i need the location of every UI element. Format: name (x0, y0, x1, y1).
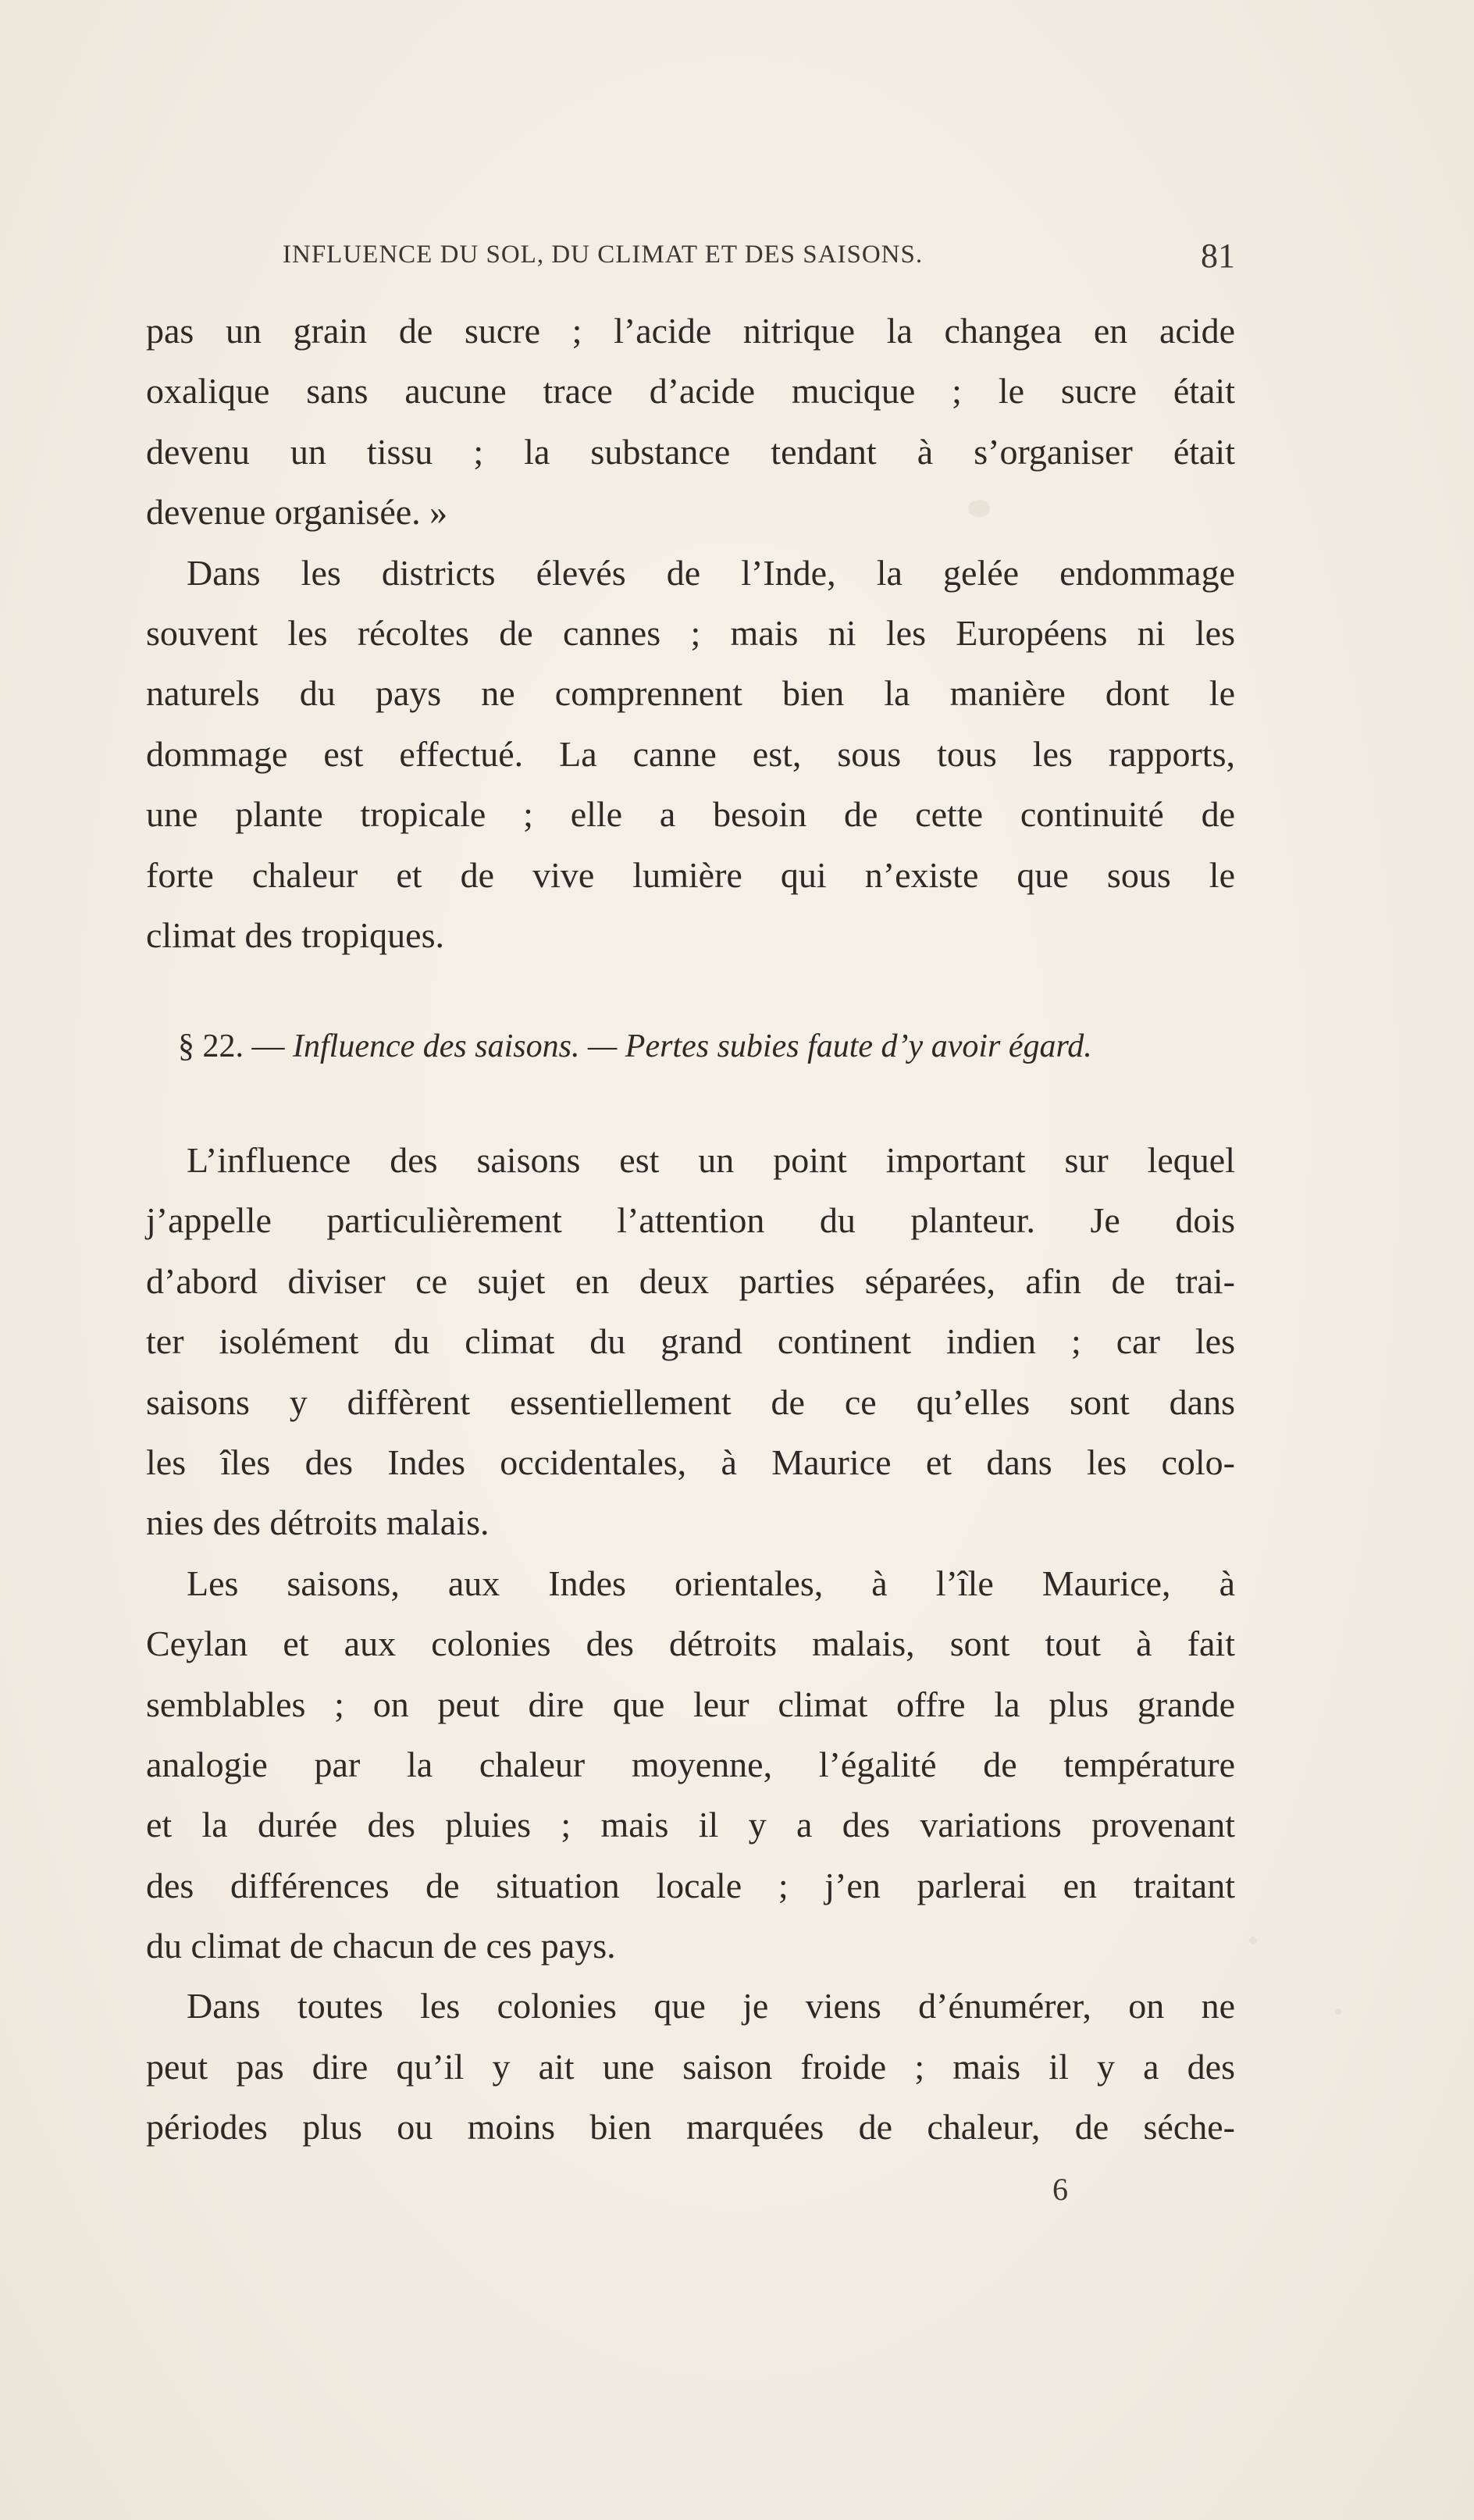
text-line: Dans toutes les colonies que je viens d’énumérer, on ne (187, 1986, 1235, 2026)
text-block-upper (146, 301, 1235, 965)
text-line: oxalique sans aucune trace d’acide mucique ; le sucre était (146, 371, 1235, 412)
paragraph (146, 1130, 1235, 1553)
text-line: dommage est effectué. La canne est, sous tous les rapports, (146, 733, 1235, 774)
text-line: une plante tropicale ; elle a besoin de cette continuité de (146, 794, 1235, 835)
text-line: naturels du pays ne comprennent bien la manière dont le (146, 673, 1235, 714)
text-block-lower (146, 1130, 1235, 2158)
section-heading (178, 1023, 1240, 1070)
text-line: Ceylan et aux colonies des détroits malais, sont tout à fait (146, 1624, 1235, 1664)
text-line: devenu un tissu ; la substance tendant à s’organiser était (146, 431, 1235, 472)
text-line: les îles des Indes occidentales, à Maurice et dans les colo- (146, 1442, 1235, 1482)
text-line: peut pas dire qu’il y ait une saison froide ; mais il y a des (146, 2046, 1235, 2087)
paragraph (146, 301, 1235, 543)
text-line: des différences de situation locale ; j’en parlerai en traitant (146, 1865, 1235, 1905)
text-line: semblables ; on peut dire que leur climat offre la plus grande (146, 1684, 1235, 1724)
text-line: forte chaleur et de vive lumière qui n’existe que sous le (146, 854, 1235, 895)
running-title: INFLUENCE DU SOL, DU CLIMAT ET DES SAISONS. (283, 241, 924, 269)
text-line: Dans les districts élevés de l’Inde, la gelée endommage (187, 552, 1235, 593)
text-line: souvent les récoltes de cannes ; mais ni les Européens ni les (146, 612, 1235, 653)
text-line: devenue organisée. » (146, 492, 448, 533)
text-line: périodes plus ou moins bien marquées de chaleur, de séche- (146, 2107, 1235, 2148)
text-line: et la durée des pluies ; mais il y a des variations provenant (146, 1805, 1235, 1845)
text-line: ter isolément du climat du grand continent indien ; car les (146, 1321, 1235, 1362)
paper-stain (1249, 1937, 1257, 1944)
text-line: L’influence des saisons est un point important sur lequel (187, 1140, 1235, 1180)
signature-mark: 6 (1052, 2172, 1068, 2207)
text-line: saisons y diffèrent essentiellement de ce qu’elles sont dans (146, 1381, 1235, 1422)
paragraph (146, 543, 1235, 966)
text-line: nies des détroits malais. (146, 1502, 490, 1543)
page-number: 81 (1201, 237, 1235, 275)
text-line: Les saisons, aux Indes orientales, à l’île Maurice, à (187, 1563, 1235, 1603)
paper-stain (1335, 2009, 1341, 2015)
text-line: j’appelle particulièrement l’attention du planteur. Je dois (146, 1200, 1235, 1241)
paragraph (146, 1976, 1235, 2157)
text-line: d’abord diviser ce sujet en deux parties séparées, afin de trai- (146, 1260, 1235, 1301)
text-line: analogie par la chaleur moyenne, l’égalité de température (146, 1744, 1235, 1784)
paragraph (146, 1553, 1235, 1976)
section-number: § 22. — (178, 1028, 285, 1064)
text-line: climat des tropiques. (146, 914, 444, 955)
section-title: Influence des saisons. — Pertes subies faute d’y avoir égard. (293, 1028, 1092, 1064)
running-header (283, 236, 1235, 283)
text-line: du climat de chacun de ces pays. (146, 1926, 616, 1966)
text-line: pas un grain de sucre ; l’acide nitrique la changea en acide (146, 311, 1235, 351)
